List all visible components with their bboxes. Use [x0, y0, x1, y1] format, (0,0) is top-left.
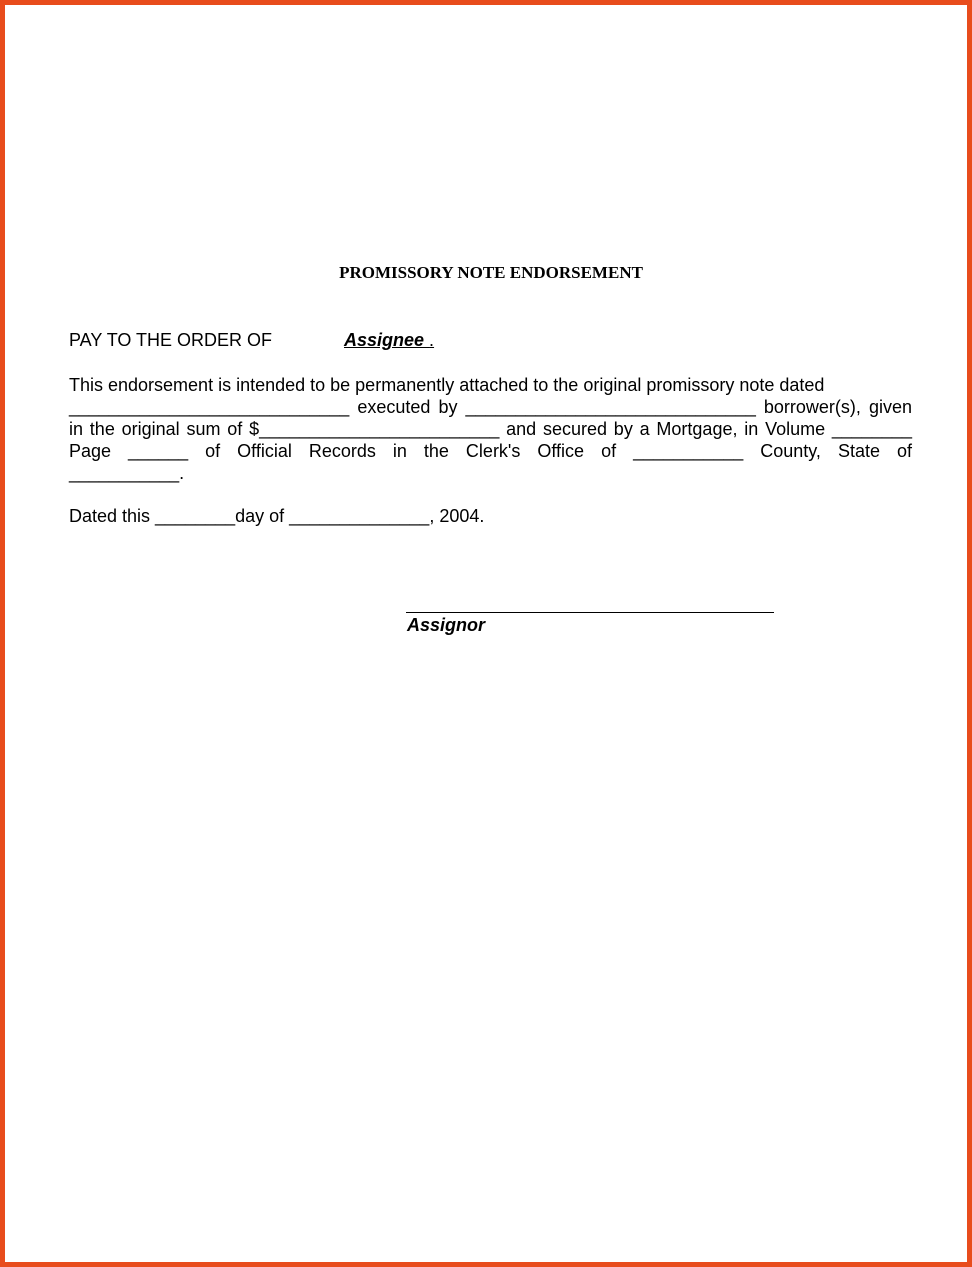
signature-line [406, 612, 774, 613]
paragraph-line-5: ___________. [69, 463, 185, 483]
paragraph-line-4: Page ______ of Official Records in the Clerk's Office of ___________ County, State of [69, 441, 912, 461]
pay-to-order-line [69, 330, 435, 351]
paragraph-line-1: This endorsement is intended to be permanently attached to the original promissory note dated [69, 375, 825, 395]
document-title: PROMISSORY NOTE ENDORSEMENT [339, 263, 643, 282]
assignor-label: Assignor [407, 615, 486, 635]
dated-line: Dated this ________day of ______________, 2004. [69, 506, 485, 526]
pay-to-label: PAY TO THE ORDER OF [69, 330, 273, 350]
endorsement-paragraph [69, 374, 912, 484]
paragraph-line-2: ____________________________ executed by _____________________________ borrower(s), given [69, 397, 912, 417]
paragraph-line-3: in the original sum of $________________________ and secured by a Mortgage, in Volume ________ [69, 419, 912, 439]
assignee-name [344, 330, 434, 351]
assignee-period: . [429, 330, 435, 350]
assignee-text: Assignee [344, 330, 430, 350]
